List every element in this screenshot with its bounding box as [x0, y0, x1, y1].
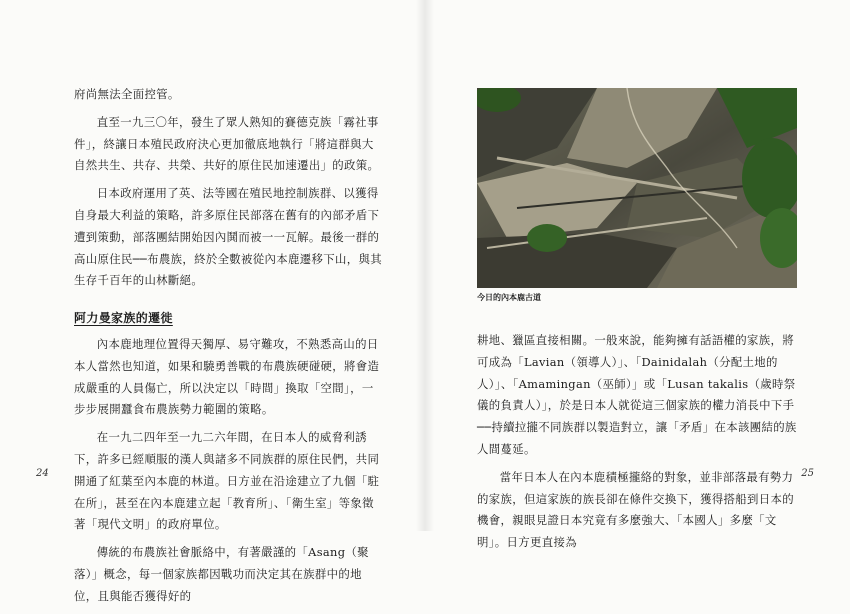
photo-caption: 今日的內本鹿古道: [477, 293, 541, 302]
right-text-column: [477, 330, 799, 560]
paragraph: 直至一九三〇年，發生了眾人熟知的賽德克族「霧社事件」，終讓日本殖民政府決心更加徹底地執行「將這群與大自然共生、共存、共榮、共好的原住民加速遷出」的政策。: [74, 114, 380, 173]
paragraph: 日本政府運用了英、法等國在殖民地控制族群、以獲得自身最大利益的策略，許多原住民部落在舊有的內部矛盾下遭到策動，部落團結開始因內鬨而被一一瓦解。最後一群的高山原住民──布農族，終於全數被從內本鹿遷移下山，與其生存千百年的山林斷絕。: [74, 186, 382, 288]
paragraph: 傳統的布農族社會脈絡中，有著嚴謹的「Asang（聚落）」概念，每一個家族都因戰功而決定其在族群中的地位，且與能否獲得好的: [74, 545, 369, 603]
paragraph: 府尚無法全面控管。: [74, 87, 180, 101]
paragraph: 內本鹿地理位置得天獨厚、易守難攻，不熟悉高山的日本人當然也知道，如果和驍勇善戰的布農族硬碰硬，將會造成嚴重的人員傷亡，所以決定以「時間」換取「空間」，一步步展開蠶食布農族勢力範圍的策略。: [74, 336, 380, 417]
paragraph: 耕地、獵區直接相關。一般來說，能夠擁有話語權的家族，將可成為「Lavian（領導人）」、「Dainidalah（分配土地的人）」、「Amamingan（巫師）」或「Lusan takalis（歲時祭儀的負責人）」，於是日本人就從這三個家族的權力消長中下手──持續拉攏不同族群以製造對立，讓「矛盾」在本該團結的族人間蔓延。: [477, 333, 797, 456]
rock-cliff-illustration: [477, 88, 797, 288]
left-page: [0, 0, 425, 603]
page-number-left: 24: [36, 468, 49, 479]
section-heading: 阿力曼家族的遷徙: [74, 311, 173, 326]
paragraph: 當年日本人在內本鹿積極攏絡的對象，並非部落最有勢力的家族，但這家族的族長卻在條件交換下，獲得搭船到日本的機會，親眼見證日本究竟有多麼強大、「本國人」多麼「文明」。日方更直接為: [477, 469, 794, 550]
trail-photo: [477, 88, 797, 288]
left-text-column: [74, 84, 382, 614]
page-number-right: 25: [801, 468, 814, 479]
right-page: [425, 0, 850, 550]
paragraph: 在一九二四年至一九二六年間，在日本人的威脅利誘下，許多已經順服的漢人與諸多不同族群的原住民們，共同開通了紅葉至內本鹿的林道。日方並在沿途建立了九個「駐在所」，甚至在內本鹿建立起「教育所」、「衛生室」等象徵著「現代文明」的政府單位。: [74, 430, 380, 532]
